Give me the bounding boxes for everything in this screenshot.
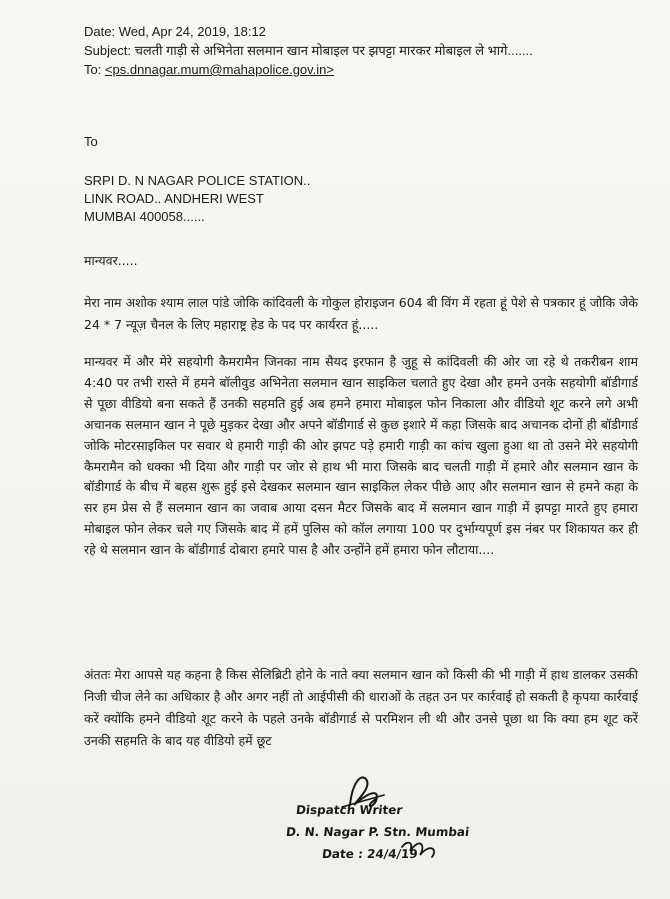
paragraph-incident: मान्यवर में और मेरे सहयोगी कैमरामैन जिनका नाम सैयद इरफान है जुहू से कांदिवली की ओर जा रहे थे तकरीबन शाम 4:40 पर तभी रास्ते में हमने बॉलीवुड अभिनेता सलमान खान साइकिल चलाते हुए देखा और हमने उनके सहयोगी बॉडीगार्ड से पूछा वीडियो बना सकते हैं उनकी सहमति हुई अब हमने हमारा मोबाइल फोन निकाला और वीडियो शूट करने लगे अभी अचानक सलमान खान ने पूछे मुड़कर देखा और अपने बॉडीगार्ड से कुछ इशारे में कहा जिसके बाद अचानक दोनों ही बॉडीगार्ड जोकि मोटरसाइकिल पर सवार थे हमारी गाड़ी की ओर झपट पड़े हमारी गाड़ी का कांच खुला हुआ था तो उसने मेरे सहयोगी कैमरामैन को धक्का भी दिया और गाड़ी पर जोर से हाथ भी मारा जिसके बाद चलती गाड़ी में हमारे और सलमान खान के बॉडीगार्ड के बीच में बहस शुरू हुई इसे देखकर सलमान खान साइकिल लेकर पीछे आए और सलमान खान से हमने कहा के सर हम प्रेस से हैं सलमान खान का जवाब आया दसन मैटर जिसके बाद में सलमान खान गाड़ी में झपट्टा मारते हुए हमारा मोबाइल फोन लेकर चले गए जिसके बाद में हमें पुलिस को कॉल लगाया 100 पर दुर्भाग्यपूर्ण इस नंबर पर शिकायत कर ही रहे थे सलमान खान के बॉडीगार्ड दोबारा हमारे पास है और उन्होंने हमें हमारा फोन लौटाया.... (84, 354, 638, 558)
to-email-link[interactable]: <ps.dnnagar.mum@mahapolice.gov.in> (104, 62, 335, 77)
address-line-3: MUMBAI 400058...... (84, 209, 205, 224)
stamp-title: Dispatch Writer (295, 803, 404, 817)
subject-row (84, 41, 644, 60)
recipient-address (84, 172, 310, 226)
subject-value: चलती गाड़ी से अभिनेता सलमान खान मोबाइल पर झपट्टा मारकर मोबाइल ले भागे....... (134, 43, 533, 58)
salutation: मान्यवर..... (84, 253, 138, 268)
stamp-date: Date : 24/4/19 (321, 847, 419, 861)
date-value: Wed, Apr 24, 2019, 18:12 (118, 24, 266, 39)
dispatch-stamp (280, 765, 480, 875)
paragraph-request: अंततः मेरा आपसे यह कहना है किस सेलिब्रिटी होने के नाते क्या सलमान खान को किसी की भी गाड़ी में हाथ डालकर उसकी निजी चीज लेने का अधिकार है और अगर नहीं तो आईपीसी की धाराओं के तहत उन पर कार्रवाई हो सकती है कृपया कार्रवाई करें क्योंकि हमने वीडियो शूट करने के पहले उनके बॉडीगार्ड से परमिशन ली थी और उनसे पूछा था कि क्या हम शूट करें उनकी सहमति के बाद यह वीडियो हमें छूट (84, 667, 638, 748)
to-row (84, 60, 644, 79)
address-line-1: SRPI D. N NAGAR POLICE STATION.. (84, 173, 311, 188)
date-label: Date: (84, 24, 116, 39)
email-header (84, 22, 644, 79)
date-row (84, 22, 644, 41)
recipient-to: To (84, 134, 98, 149)
paragraph-intro: मेरा नाम अशोक श्याम लाल पांडे जोकि कांदिवली के गोकुल होराइजन 604 बी विंग में रहता हूं पेशे से पत्रकार हूं जोकि जेके 24 * 7 न्यूज़ चैनल के लिए महाराष्ट्र हेड के पद पर कार्यरत हूं..... (84, 295, 639, 332)
stamp-station: D. N. Nagar P. Stn. Mumbai (285, 825, 470, 839)
to-label: To: (84, 62, 102, 77)
address-line-2: LINK ROAD.. ANDHERI WEST (84, 191, 264, 206)
subject-label: Subject: (84, 43, 131, 58)
